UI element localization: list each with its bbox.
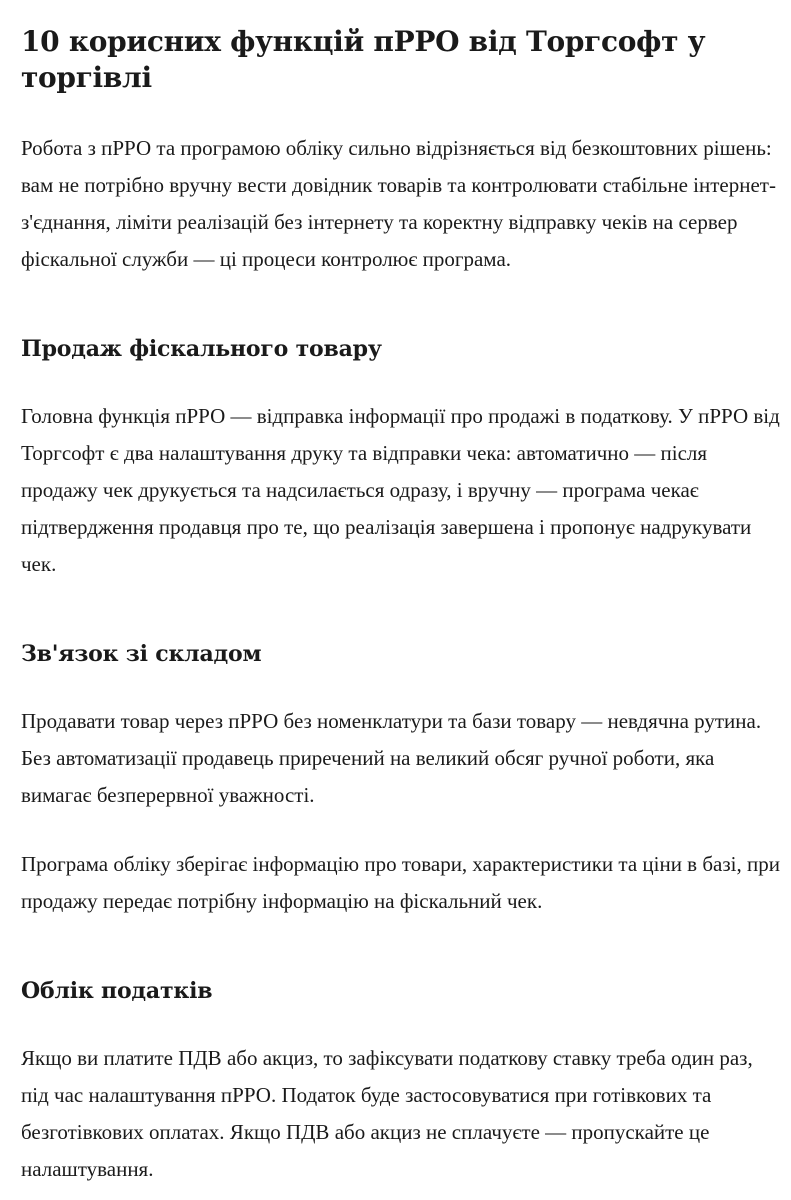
article-title: 10 корисних функцій пРРО від Торгсофт у торгівлі — [21, 25, 706, 94]
section-paragraph: Головна функція пРРО — відправка інформації про продажі в податкову. У пРРО від Торгсофт є два налаштування друку та відправки чека: автоматично — після продажу чек друкується та надсилається одразу, і вручну — програма чекає підтвердження продавця про те, що реалізація завершена і пропонує надрукувати чек. — [21, 404, 780, 576]
section-heading-warehouse: Зв'язок зі складом — [21, 641, 262, 667]
intro-paragraph: Робота з пРРО та програмою обліку сильно відрізняється від безкоштовних рішень: вам не потрібно вручну вести довідник товарів та контролювати стабільне інтернет-з'єднання, ліміти реалізацій без інтернету та коректну відправку чеків на сервер фіскальної служби — ці процеси контролює програма. — [21, 136, 776, 271]
section-paragraph: Якщо ви платите ПДВ або акциз, то зафіксувати податкову ставку треба один раз, під час налаштування пРРО. Податок буде застосовуватися при готівкових та безготівкових оплатах. Якщо ПДВ або акциз не сплачуєте — пропускайте це налаштування. — [21, 1046, 753, 1181]
section-paragraph: Продавати товар через пРРО без номенклатури та бази товару — невдячна рутина. Без автоматизації продавець приречений на великий обсяг ручної роботи, яка вимагає безперервної уважності. — [21, 709, 762, 807]
section-heading-taxes: Облік податків — [21, 978, 213, 1004]
article — [21, 24, 781, 1188]
section-heading-fiscal-sale: Продаж фіскального товару — [21, 336, 382, 362]
section-paragraph: Програма обліку зберігає інформацію про товари, характеристики та ціни в базі, при продажу передає потрібну інформацію на фіскальний чек. — [21, 852, 780, 913]
